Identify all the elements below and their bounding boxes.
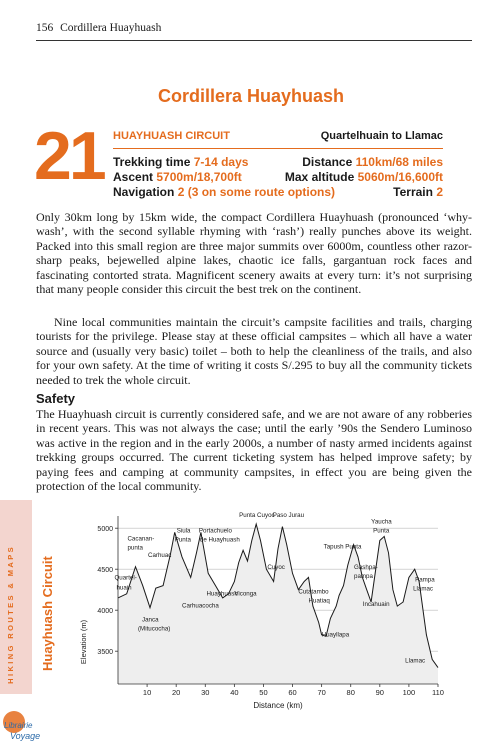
max-altitude: Max altitude 5060m/16,600ft [284,170,443,184]
place-label: Punta Cuyoc [239,512,275,520]
route-span: Quartelhuain to Llamac [320,130,443,142]
y-tick-label: 3500 [97,649,113,657]
place-label: Siula [176,527,191,535]
place-label: Paso Jurau [272,512,305,520]
terrain: Terrain 2 [393,185,443,199]
x-tick-label: 100 [402,688,416,697]
distance: Distance 110km/68 miles [302,155,443,169]
place-label: Cuyoc [267,564,285,572]
stamp-line1: Librairie [4,721,33,730]
route-name: HUAYHUASH CIRCUIT [113,130,230,142]
x-tick-label: 50 [259,688,268,697]
x-tick-label: 20 [172,688,181,697]
x-tick-label: 60 [288,688,297,697]
x-tick-label: 10 [142,688,152,697]
y-tick-label: 4500 [97,567,113,575]
place-label: Cutatambo [298,588,329,596]
place-label: Pampa [415,576,435,584]
x-tick-label: 80 [346,688,355,697]
place-label: pampa [354,573,373,581]
x-tick-label: 40 [230,688,239,697]
running-header [36,22,472,41]
place-label: (Mitucocha) [138,625,171,633]
intro-paragraph: Only 30km long by 15km wide, the compact Cordillera Huayhuash (pronounced ‘why-wash’, with the second syllable rhyming with ‘rash’) really punches above its weight. Packed into this small region are three major summits over 6000m, countless other razor-sharp peaks, bejewelled alpine lakes, chaotic ice falls, gargantuan rock faces and fascinating contorted strata. Magnificent scenery awaits at every turn: it’s not surprising that many people consider this circuit the best trek on the continent. [36,210,472,297]
place-label: Huayhuash [206,590,238,598]
place-label: Llamac [405,657,426,665]
elevation-profile-chart [62,508,452,724]
navigation: Navigation 2 (3 on some route options) [113,185,336,199]
y-axis-label: Elevation (m) [79,619,88,665]
trek-number: 21 [34,118,104,194]
place-label: Huayllapa [321,631,350,639]
x-tick-label: 90 [375,688,384,697]
place-label: Tapush Punta [323,543,362,551]
communities-paragraph: Nine local communities maintain the circuit’s campsite facilities and trails, charging tourists for the privilege. Please stay at these official campsites – which all have a water source and (usually very basic) toilet – both to help the cleanliness of the trails, and also for your own safety. At the time of writing it costs S/.295 to buy all the community tickets needed to trek the whole circuit. [36,315,472,387]
safety-heading: Safety [36,391,76,406]
place-label: Punta [174,536,191,544]
y-tick-label: 4000 [97,608,113,616]
section-tab [0,500,32,694]
place-label: Janca [142,616,159,624]
safety-paragraph: The Huayhuash circuit is currently considered safe, and we are not aware of any robberies in recent years. This was not always the case; until the early ’90s the Sendero Luminoso was active in the region and in the early 2000s, a number of nasty armed incidents against trekking groups occurred. The current ticketing system has helped improve safety; by paying fees and camping at community campsites, in effect you are being given the protection of the local community. [36,407,472,494]
place-label: Incahuain [362,601,390,608]
place-label: Llamac [413,585,434,593]
x-axis-label: Distance (km) [253,701,303,710]
ascent: Ascent 5700m/18,700ft [113,170,242,184]
bookshop-stamp [0,706,48,746]
section-title: Cordillera Huayhuash [157,86,345,106]
place-label: Gashpa- [354,564,378,572]
place-label: Yaucha [371,518,392,526]
page-number: 156 [36,22,54,34]
place-label: Viconga [234,590,257,598]
place-label: Quartel- [114,574,137,582]
place-label: huain [116,584,132,592]
place-label: Huatiaq [308,597,330,605]
x-tick-label: 70 [317,688,326,697]
trek-facts [113,130,443,200]
place-label: Cacanan- [127,535,155,543]
x-tick-label: 30 [201,688,210,697]
place-label: Punta [373,527,390,535]
place-label: Carhuac [148,551,172,559]
place-label: Portachuelo [198,527,232,535]
place-label: de Huayhuash [199,536,240,544]
x-tick-label: 110 [432,688,444,697]
section-tab-label: HIKING ROUTES & MAPS [6,545,15,684]
place-label: Carhuacocha [182,602,219,610]
trekking-time: Trekking time 7-14 days [113,155,249,169]
y-tick-label: 5000 [97,526,113,534]
stamp-line2: Voyage [10,731,41,741]
profile-title: Huayhuash Circuit [40,556,55,672]
running-title: Cordillera Huayhuash [60,22,162,34]
place-label: punta [127,544,143,552]
